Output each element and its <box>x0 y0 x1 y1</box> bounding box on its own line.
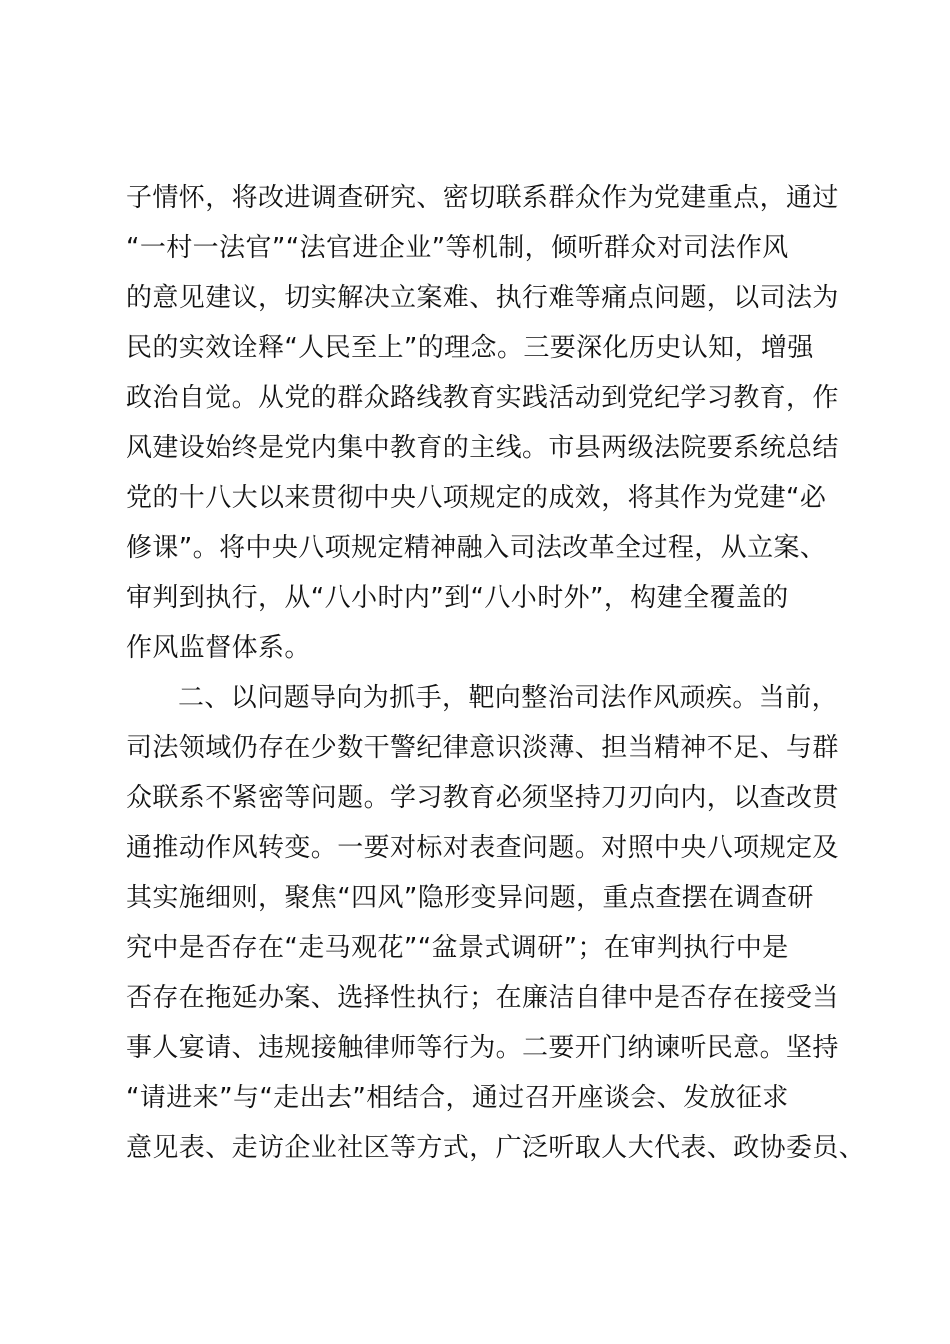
text-line: “一村一法官”“法官进企业”等机制，倾听群众对司法作风 <box>126 233 789 263</box>
text-line: 否存在拖延办案、选择性执行；在廉洁自律中是否存在接受当 <box>126 983 839 1013</box>
text-line: 究中是否存在“走马观花”“盆景式调研”；在审判执行中是 <box>126 933 789 963</box>
text-line: 司法领域仍存在少数干警纪律意识淡薄、担当精神不足、与群 <box>126 733 839 763</box>
text-line: “请进来”与“走出去”相结合，通过召开座谈会、发放征求 <box>126 1083 789 1113</box>
text-line: 意见表、走访企业社区等方式，广泛听取人大代表、政协委员、 <box>126 1133 866 1163</box>
text-line: 作风监督体系。 <box>126 633 311 663</box>
text-line: 众联系不紧密等问题。学习教育必须坚持刀刃向内，以查改贯 <box>126 783 839 813</box>
text-line: 的意见建议，切实解决立案难、执行难等痛点问题，以司法为 <box>126 283 839 313</box>
text-line: 事人宴请、违规接触律师等行为。二要开门纳谏听民意。坚持 <box>126 1033 839 1063</box>
text-line: 党的十八大以来贯彻中央八项规定的成效，将其作为党建“必 <box>126 483 827 513</box>
text-line: 其实施细则，聚焦“四风”隐形变异问题，重点查摆在调查研 <box>126 883 814 913</box>
text-line: 审判到执行，从“八小时内”到“八小时外”，构建全覆盖的 <box>126 583 789 613</box>
text-line: 修课”。将中央八项规定精神融入司法改革全过程，从立案、 <box>126 533 827 563</box>
text-line: 通推动作风转变。一要对标对表查问题。对照中央八项规定及 <box>126 833 839 863</box>
text-line: 风建设始终是党内集中教育的主线。市县两级法院要系统总结 <box>126 433 839 463</box>
text-line: 子情怀，将改进调查研究、密切联系群众作为党建重点，通过 <box>126 183 839 213</box>
text-line: 政治自觉。从党的群众路线教育实践活动到党纪学习教育，作 <box>126 383 839 413</box>
text-line: 民的实效诠释“人民至上”的理念。三要深化历史认知，增强 <box>126 333 814 363</box>
section-heading-line: 二、以问题导向为抓手，靶向整治司法作风顽疾。当前， <box>178 683 839 713</box>
